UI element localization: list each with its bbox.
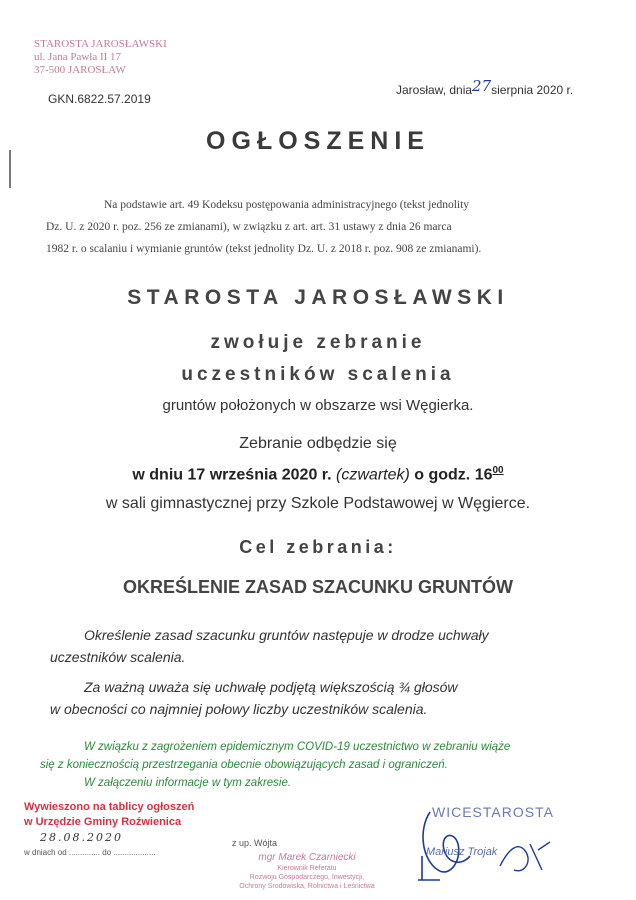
stamp-line-2: ul. Jana Pawła II 17 — [34, 51, 122, 63]
meeting-intro: Zebranie odbędzie się — [239, 435, 397, 452]
officer-name: mgr Marek Czarniecki — [258, 852, 356, 863]
legal-basis — [46, 194, 578, 260]
quorum-line-1: Za ważną uważa się uchwałę podjętą większością ¾ głosów — [84, 679, 458, 695]
convenes-line-3: gruntów położonych w obszarze wsi Węgierka. — [162, 397, 474, 414]
meeting-time: o godz. 16 — [414, 466, 493, 484]
meeting-date: w dniu 17 września 2020 r. — [132, 466, 332, 484]
authority-heading: STAROSTA JAROSŁAWSKI — [127, 286, 509, 309]
goal-heading: Cel zebrania: — [239, 537, 397, 557]
posted-line-2: w Urzędzie Gminy Roźwienica — [24, 816, 182, 828]
document-title: OGŁOSZENIE — [206, 127, 430, 155]
legal-basis-line-1: Na podstawie art. 49 Kodeksu postępowania administracyjnego (tekst jednolity — [104, 199, 470, 211]
officer-stamp — [232, 852, 382, 891]
covid-line-2: się z koniecznością przestrzegania obecnie obowiązujących zasad i ograniczeń. — [40, 759, 448, 771]
dateline-prefix: Jarosław, dnia — [396, 83, 473, 97]
covid-notice — [40, 738, 580, 774]
reference-number: GKN.6822.57.2019 — [48, 92, 151, 106]
covid-line-1: W związku z zagrożeniem epidemicznym COVID-19 uczestnictwo w zebraniu wiąże — [84, 741, 511, 753]
stamp-line-1: STAROSTA JAROSŁAWSKI — [34, 38, 167, 50]
convenes-line-2: uczestników scalenia — [181, 364, 455, 385]
meeting-location: w sali gimnastycznej przy Szkole Podstawowej w Węgierce. — [105, 495, 531, 512]
wojt-label: z up. Wójta — [232, 838, 278, 848]
posted-line-1: Wywieszono na tablicy ogłoszeń — [24, 801, 195, 813]
posted-date-range: w dniach od .............. do ................... — [24, 848, 156, 857]
goal-statement: OKREŚLENIE ZASAD SZACUNKU GRUNTÓW — [123, 577, 513, 597]
meeting-weekday: (czwartek) — [336, 466, 410, 484]
stamp-line-3: 37-500 JAROSŁAW — [34, 64, 126, 76]
vice-starosta-name: Mariusz Trojak — [426, 846, 498, 858]
officer-role-3: Ochrony Środowiska, Rolnictwa i Leśnictwa — [239, 883, 375, 890]
quorum-paragraph — [50, 676, 570, 720]
dateline — [396, 77, 574, 98]
resolution-line-2: uczestników scalenia. — [50, 649, 186, 665]
quorum-line-2: w obecności co najmniej połowy liczby uczestników scalenia. — [50, 701, 428, 717]
legal-basis-line-3: 1982 r. o scalaniu i wymianie gruntów (tekst jednolity Dz. U. z 2018 r. poz. 908 ze zmianami). — [46, 243, 482, 255]
meeting-time-minutes: 00 — [492, 465, 504, 476]
officer-role-1: Kierownik Referatu — [277, 865, 337, 872]
meeting-datetime — [0, 465, 636, 484]
posted-date-handwritten: 28.08.2020 — [40, 831, 123, 844]
resolution-paragraph — [50, 624, 570, 668]
vice-starosta-title: WICESTAROSTA — [432, 804, 554, 820]
posted-stamp — [24, 800, 224, 860]
convenes-line-1: zwołuje zebranie — [210, 332, 426, 353]
resolution-line-1: Określenie zasad szacunku gruntów następuje w drodze uchwały — [84, 627, 489, 643]
covid-attachment-note: W załączeniu informacje w tym zakresie. — [84, 777, 292, 789]
dateline-day-handwritten: 27 — [472, 77, 492, 95]
legal-basis-line-2: Dz. U. z 2020 r. poz. 256 ze zmianami), w związku z art. art. 31 ustawy z dnia 26 marca — [46, 221, 452, 233]
officer-role-2: Rozwoju Gospodarczego, Inwestycji, — [249, 874, 365, 881]
issuer-stamp — [34, 38, 174, 77]
dateline-suffix: sierpnia 2020 r. — [491, 83, 574, 97]
